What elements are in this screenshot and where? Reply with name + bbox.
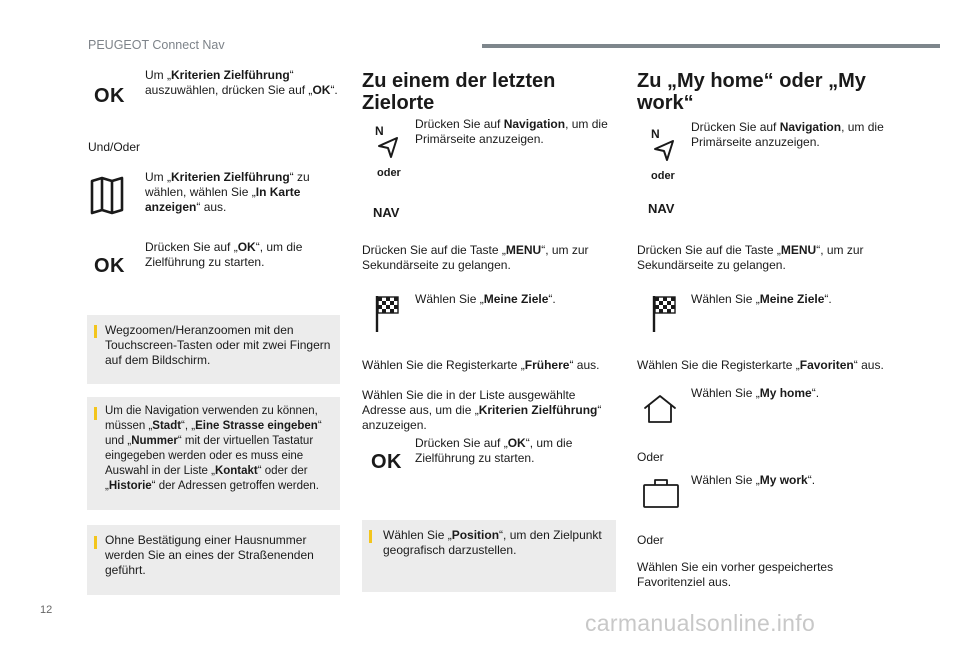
col2-step-select-address-text: Wählen Sie die in der Liste ausgewählte Adresse aus, um die „Kriterien Zielführung“ anzuzeigen. xyxy=(362,388,602,432)
info-text-navigation-input: Um die Navigation verwenden zu können, müssen „Stadt“, „Eine Strasse eingeben“ und „Nummer“ mit der virtuellen Tastatur eingegeben werden oder es muss eine Auswahl in der Liste „Kontakt“ oder der „Historie“ der Adressen getroffen werden. xyxy=(105,405,322,492)
briefcase-icon xyxy=(643,478,679,508)
map-book-icon xyxy=(90,177,124,215)
info-text-house-number: Ohne Bestätigung einer Hausnummer werden Sie an eines der Straßenenden geführt. xyxy=(105,533,314,577)
col3-step-favorite-text: Wählen Sie ein vorher gespeichertes Favoritenziel aus. xyxy=(637,560,834,589)
info-box-zoom xyxy=(87,315,340,384)
oder-text: Oder xyxy=(637,450,664,464)
ok-icon: OK xyxy=(94,85,125,107)
col3-step-my-work-text: Wählen Sie „My work“. xyxy=(691,473,816,487)
col3-step-my-destinations-text: Wählen Sie „Meine Ziele“. xyxy=(691,292,832,306)
col3-step-tab-text: Wählen Sie die Registerkarte „Favoriten“ aus. xyxy=(637,358,884,372)
info-marker xyxy=(94,325,97,338)
oder-text: Oder xyxy=(637,533,664,547)
header-divider-bar xyxy=(482,44,940,48)
nav-button-icon: NAV xyxy=(373,205,400,220)
info-text-zoom: Wegzoomen/Heranzoomen mit den Touchscreen-Tasten oder mit zwei Fingern auf dem Bildschirm. xyxy=(105,323,331,367)
col2-step-my-destinations-text: Wählen Sie „Meine Ziele“. xyxy=(415,292,556,306)
col3-step-navigation-text: Drücken Sie auf Navigation, um die Primärseite anzuzeigen. xyxy=(691,120,884,149)
col3-step-my-home-text: Wählen Sie „My home“. xyxy=(691,386,820,400)
info-marker xyxy=(94,536,97,549)
col2-step-start-guidance-text: Drücken Sie auf „OK“, um die Zielführung zu starten. xyxy=(415,436,573,465)
ok-icon: OK xyxy=(94,255,125,277)
col3-step-menu-text: Drücken Sie auf die Taste „MENU“, um zur Sekundärseite zu gelangen. xyxy=(637,243,864,272)
info-box-position xyxy=(362,520,616,592)
section-title-recent-destinations: Zu einem der letzten Zielorte xyxy=(362,70,556,114)
checkered-flag-icon xyxy=(375,296,399,332)
home-icon xyxy=(643,394,677,424)
compass-nav-icon: N xyxy=(375,124,384,138)
manual-header-title: PEUGEOT Connect Nav xyxy=(88,38,225,52)
info-text-position: Wählen Sie „Position“, um den Zielpunkt geografisch darzustellen. xyxy=(383,528,602,557)
col1-start-guidance-text: Drücken Sie auf „OK“, um die Zielführung zu starten. xyxy=(145,240,303,269)
col2-step-tab-text: Wählen Sie die Registerkarte „Frühere“ aus. xyxy=(362,358,600,372)
col1-criteria-select-text: Um „Kriterien Zielführung“ auszuwählen, drücken Sie auf „OK“. xyxy=(145,68,338,97)
page-number: 12 xyxy=(40,604,53,616)
section-title-home-work: Zu „My home“ oder „My work“ xyxy=(637,70,866,114)
col1-show-on-map-text: Um „Kriterien Zielführung“ zu wählen, wählen Sie „In Karte anzeigen“ aus. xyxy=(145,170,310,214)
oder-text: oder xyxy=(651,170,675,182)
und-oder-text: Und/Oder xyxy=(88,140,141,154)
col2-step-menu-text: Drücken Sie auf die Taste „MENU“, um zur Sekundärseite zu gelangen. xyxy=(362,243,589,272)
info-box-navigation-input xyxy=(87,397,340,510)
info-marker xyxy=(94,407,97,420)
watermark-text: carmanualsonline.info xyxy=(585,610,816,636)
info-marker xyxy=(369,530,372,543)
oder-text: oder xyxy=(377,167,401,179)
ok-icon: OK xyxy=(371,451,402,473)
col2-step-navigation-text: Drücken Sie auf Navigation, um die Primärseite anzuzeigen. xyxy=(415,117,608,146)
nav-button-icon: NAV xyxy=(648,201,675,216)
checkered-flag-icon xyxy=(652,296,676,332)
compass-nav-icon: N xyxy=(651,127,660,141)
info-box-house-number xyxy=(87,525,340,595)
